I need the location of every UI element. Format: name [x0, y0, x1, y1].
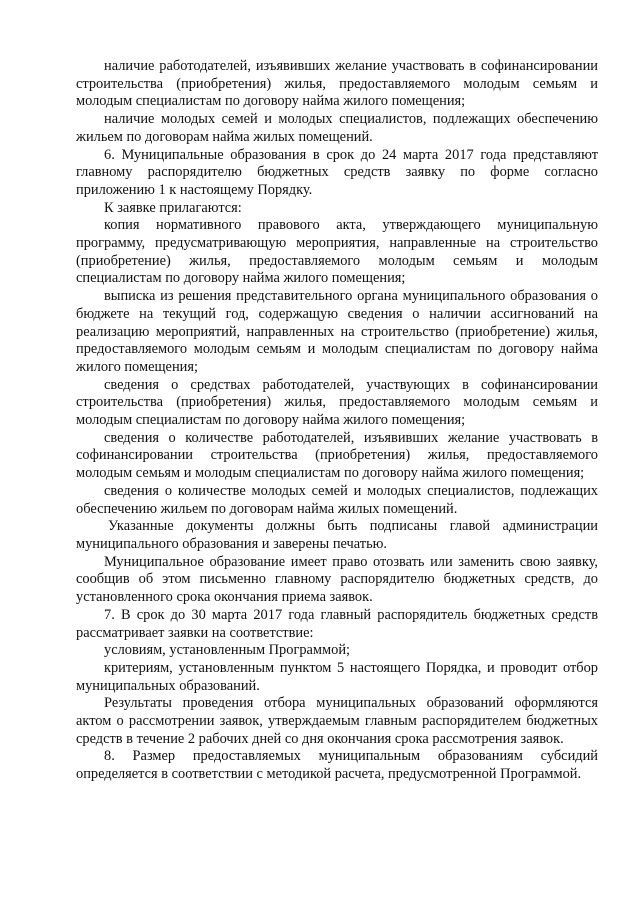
- paragraph-withdraw-right: Муниципальное образование имеет право отозвать или заменить свою заявку, сообщив об этом письменно главному распорядителю бюджетных средств, до установленного срока окончания приема заявок.: [76, 553, 598, 606]
- paragraph-item-6: 6. Муниципальные образования в срок до 24 марта 2017 года представляют главному распорядителю бюджетных средств заявку по форме согласно приложению 1 к настоящему Порядку.: [76, 146, 598, 198]
- paragraph-attachment-families-count: сведения о количестве молодых семей и молодых специалистов, подлежащих обеспечению жильем по договорам найма жилых помещений.: [76, 482, 598, 517]
- paragraph-criteria: критериям, установленным пунктом 5 настоящего Порядка, и проводит отбор муниципальных образований.: [76, 659, 598, 694]
- paragraph-conditions: условиям, установленным Программой;: [104, 642, 351, 659]
- paragraph-attachment-employer-count: сведения о количестве работодателей, изъявивших желание участвовать в софинансировании строительства (приобретения) жилья, предоставляемого молодым семьям и молодым специалистам по договору найма жилого помещения;: [76, 429, 598, 482]
- paragraph-attachment-act-copy: копия нормативного правового акта, утверждающего муниципальную программу, предусматривающую мероприятия, направленные на строительство (приобретение) жилья, предоставляемого молодым семьям и молодым специалистам по договору найма жилого помещения;: [76, 217, 598, 287]
- paragraph-signature-requirement: Указанные документы должны быть подписаны главой администрации муниципального образования и заверены печатью.: [76, 518, 598, 552]
- paragraph-attachments-intro: К заявке прилагаются:: [104, 199, 242, 216]
- paragraph-attachment-employer-funds: сведения о средствах работодателей, участвующих в софинансировании строительства (приобретения) жилья, предоставляемого молодым семьям и молодым специалистам по договору найма жилого помещения;: [76, 376, 598, 429]
- paragraph-item-8: 8. Размер предоставляемых муниципальным образованиям субсидий определяется в соответствии с методикой расчета, предусмотренной Программой.: [76, 748, 598, 783]
- paragraph-selection-results: Результаты проведения отбора муниципальных образований оформляются актом о рассмотрении заявок, утверждаемым главным распорядителем бюджетных средств в течение 2 рабочих дней со дня окончания срока рассмотрения заявок.: [76, 695, 598, 747]
- paragraph-item-7: 7. В срок до 30 марта 2017 года главный распорядитель бюджетных средств рассматривает заявки на соответствие:: [76, 606, 598, 641]
- paragraph-young-families-presence: наличие молодых семей и молодых специалистов, подлежащих обеспечению жильем по договорам найма жилых помещений.: [76, 111, 598, 145]
- paragraph-employers-presence: наличие работодателей, изъявивших желание участвовать в софинансировании строительства (приобретения) жилья, предоставляемого молодым семьям и молодым специалистам по договору найма жилого помещения;: [76, 58, 598, 110]
- paragraph-attachment-budget-extract: выписка из решения представительного органа муниципального образования о бюджете на текущий год, содержащую сведения о наличии ассигнований на реализацию мероприятий, направленных на строительство (приобретение) жилья, предоставляемого молодым семьям и молодым специалистам по договору найма жилого помещения;: [76, 288, 598, 375]
